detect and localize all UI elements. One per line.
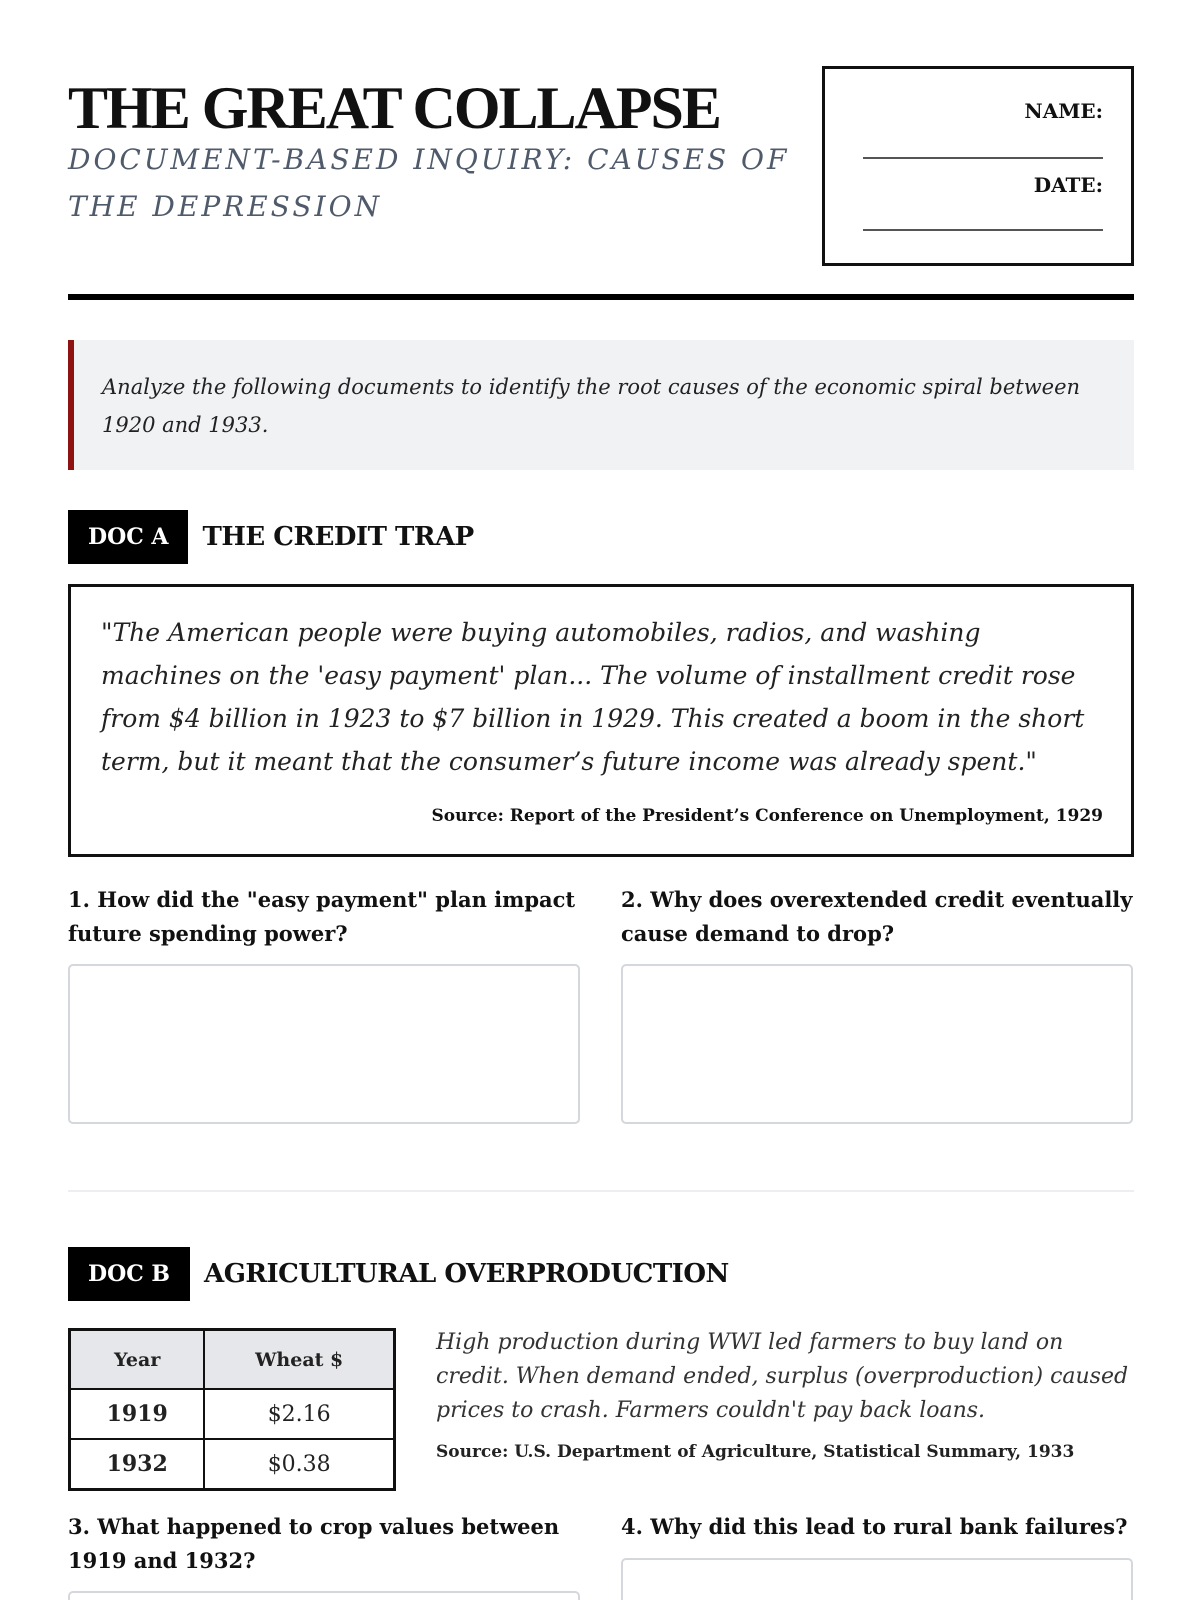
page-subtitle: DOCUMENT-BASED INQUIRY: CAUSES OF THE DEPRESSION bbox=[68, 143, 790, 223]
instructions-callout bbox=[68, 340, 1134, 470]
doc-b-title: AGRICULTURAL OVERPRODUCTION bbox=[204, 1259, 729, 1289]
worksheet-header bbox=[68, 66, 1134, 266]
wheat-price-table bbox=[68, 1328, 396, 1491]
table-header-row bbox=[70, 1330, 395, 1390]
answer-box-2[interactable] bbox=[621, 964, 1133, 1124]
name-label: NAME: bbox=[1024, 99, 1103, 123]
doc-b-header bbox=[68, 1247, 729, 1301]
table-row bbox=[70, 1439, 395, 1490]
table-header-wheat: Wheat $ bbox=[204, 1330, 394, 1390]
doc-a-quote-box bbox=[68, 584, 1134, 857]
doc-a-title: THE CREDIT TRAP bbox=[202, 522, 474, 552]
doc-b-badge: DOC B bbox=[68, 1247, 190, 1301]
doc-b-source: Source: U.S. Department of Agriculture, Statistical Summary, 1933 bbox=[436, 1442, 1075, 1462]
table-cell-price: $2.16 bbox=[204, 1389, 394, 1439]
section-divider bbox=[68, 1190, 1134, 1192]
doc-a-header bbox=[68, 510, 474, 564]
question-4: 4. Why did this lead to rural bank failures? bbox=[621, 1514, 1128, 1539]
doc-a-quote: "The American people were buying automobiles, radios, and washing machines on the 'easy payment' plan... The volume of installment credit rose from $4 billion in 1923 to $7 billion in 1929. This created a boom in the short term, but it meant that the consumer’s future income was already spent." bbox=[101, 618, 1085, 776]
question-2: 2. Why does overextended credit eventually cause demand to drop? bbox=[621, 887, 1133, 946]
table-header-year: Year bbox=[70, 1330, 205, 1390]
table-cell-price: $0.38 bbox=[204, 1439, 394, 1490]
student-info-box bbox=[822, 66, 1134, 266]
table-cell-year: 1919 bbox=[70, 1389, 205, 1439]
instructions-text: Analyze the following documents to identify the root causes of the economic spiral between 1920 and 1933. bbox=[102, 375, 1081, 437]
answer-box-3[interactable] bbox=[68, 1591, 580, 1600]
answer-box-4[interactable] bbox=[621, 1558, 1133, 1600]
name-write-line[interactable] bbox=[863, 157, 1103, 159]
answer-box-1[interactable] bbox=[68, 964, 580, 1124]
question-1: 1. How did the "easy payment" plan impact future spending power? bbox=[68, 887, 576, 946]
header-rule bbox=[68, 294, 1134, 300]
date-label: DATE: bbox=[1033, 173, 1103, 197]
table-row bbox=[70, 1389, 395, 1439]
doc-a-badge: DOC A bbox=[68, 510, 188, 564]
doc-b-description: High production during WWI led farmers to buy land on credit. When demand ended, surplus (overproduction) caused prices to crash. Farmers couldn't pay back loans. bbox=[436, 1330, 1129, 1423]
page-title: THE GREAT COLLAPSE bbox=[68, 75, 720, 141]
date-write-line[interactable] bbox=[863, 229, 1103, 231]
question-3: 3. What happened to crop values between 1919 and 1932? bbox=[68, 1514, 560, 1573]
doc-a-source: Source: Report of the President’s Conference on Unemployment, 1929 bbox=[431, 806, 1103, 826]
table-cell-year: 1932 bbox=[70, 1439, 205, 1490]
